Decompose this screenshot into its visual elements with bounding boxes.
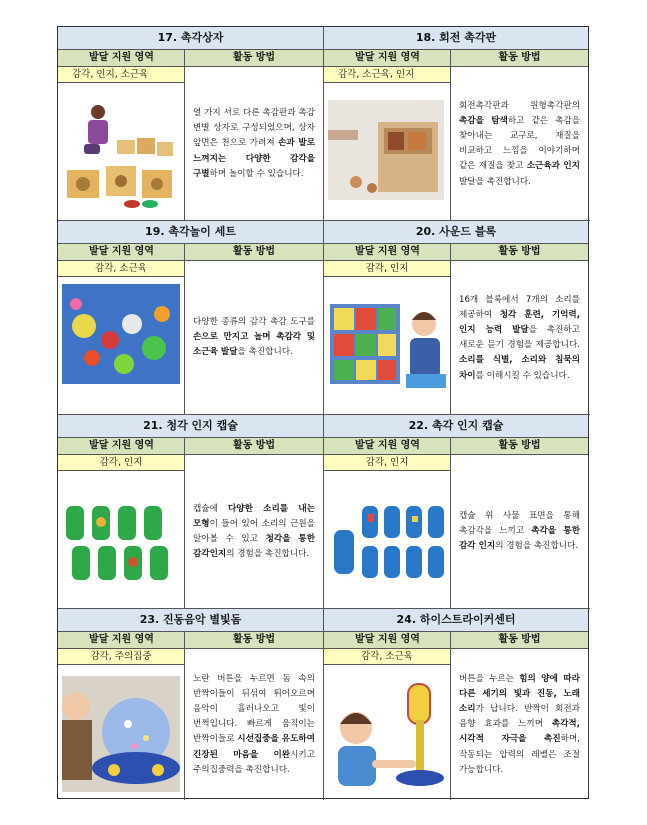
item-title: 17. 촉각상자: [58, 27, 323, 50]
header-method: 활동 방법: [185, 438, 323, 455]
description-segment: 하고 같은 촉감을 찾아내는 교구로, 재질을 비교하고 느낌을 이야기하며 같은 재질을 찾고: [459, 115, 581, 172]
inner-divider: [184, 50, 185, 221]
description-segment: 힘의 양에 따라 다른 세기의 빛과 진동, 노래 소리: [459, 673, 580, 714]
starlight-dome-illustration: [62, 676, 180, 792]
item24-photo: [328, 680, 446, 792]
description-segment: 다양한 종류의 감각 촉감 도구를: [193, 317, 315, 327]
item-description: [193, 106, 315, 182]
item-title: 20. 사운드 블록: [324, 221, 588, 244]
tactile-play-set-illustration: [62, 284, 180, 384]
item-area: 감각, 소근육: [324, 649, 450, 665]
description-segment: 손으로 만지고 놀며 촉감각 및 소근육 발달: [193, 332, 315, 358]
description-segment: 열 가지 서로 다른 촉감판과 촉감 변별 상자로 구성되었으며, 상자 앞면은 천으로 가려져: [193, 108, 315, 149]
item-area: 감각, 소근육: [58, 261, 184, 277]
item-title: 22. 촉각 인지 캡슐: [324, 415, 588, 438]
description-segment: 다양한 소리를 내는 모형: [193, 503, 316, 529]
description-segment: 시키고 주의집중력을 촉진합니다.: [193, 749, 315, 775]
description-segment: 청각을 통한 감각인지: [193, 533, 315, 560]
description-segment: 회전촉각판과 원형촉각판의: [459, 100, 580, 111]
description-segment: 소리를 식별, 소리와 침묵의 차이: [459, 355, 580, 381]
description-segment: 를 이해시킬 수 있습니다.: [475, 370, 570, 381]
header-method: 활동 방법: [451, 244, 588, 261]
header-area: 발달 지원 영역: [58, 438, 185, 455]
header-method: 활동 방법: [185, 244, 323, 261]
item-area: 감각, 인지: [324, 261, 450, 277]
description-segment: 촉각적, 시각적 자극을 촉진: [459, 719, 580, 745]
header-area: 발달 지원 영역: [324, 50, 451, 67]
item23-photo: [62, 676, 180, 792]
description-segment: 손과 발로 느껴지는 다양한 감각을 구별: [193, 138, 315, 179]
description-segment: 캡슐 위 사물 표면을 통해 촉감각을 느끼고: [459, 511, 580, 537]
header-method: 활동 방법: [185, 50, 323, 67]
header-area: 발달 지원 영역: [58, 244, 185, 261]
description-segment: 16개 블록에서 7개의 소리를 제공하여: [459, 294, 580, 320]
header-area: 발달 지원 영역: [324, 632, 451, 649]
header-area: 발달 지원 영역: [58, 50, 185, 67]
header-area: 발달 지원 영역: [324, 438, 451, 455]
item17-photo: [62, 100, 182, 210]
inner-divider: [450, 438, 451, 609]
item22-photo: [328, 500, 446, 584]
inner-divider: [450, 50, 451, 221]
item21-photo: [62, 500, 174, 584]
tactile-capsule-illustration: [328, 500, 446, 584]
item-title: 19. 촉각놀이 세트: [58, 221, 323, 244]
description-segment: 시선집중을 유도하여 긴장된 마음을 이완: [193, 734, 315, 760]
item-area: 감각, 인지, 소근육: [58, 67, 184, 83]
item-description: [193, 502, 315, 563]
item-area: 감각, 주의집중: [58, 649, 184, 665]
description-segment: 하며, 작동되는 압력의 레벨은 조절 가능합니다.: [459, 734, 580, 775]
item19-photo: [62, 284, 180, 384]
item-area: 감각, 인지: [324, 455, 450, 471]
header-method: 활동 방법: [451, 50, 588, 67]
inner-divider: [184, 632, 185, 800]
header-method: 활동 방법: [451, 438, 588, 455]
item-description: [459, 293, 580, 384]
description-segment: 을 촉진합니다.: [237, 347, 293, 358]
auditory-capsule-illustration: [62, 500, 174, 584]
item-title: 21. 청각 인지 캡슐: [58, 415, 323, 438]
description-segment: 이 들어 있어 소리의 근원을 알아볼 수 있고: [193, 518, 315, 544]
tactile-box-illustration: [62, 100, 182, 210]
item-area: 감각, 인지: [58, 455, 184, 471]
header-method: 활동 방법: [451, 632, 588, 649]
description-segment: 가 납니다. 반짝이 회전과 음향 효과를 느끼며: [459, 703, 580, 730]
item-description: [193, 672, 315, 778]
description-segment: 의 경험을 촉진합니다.: [495, 541, 579, 552]
inner-divider: [450, 244, 451, 415]
inner-divider: [184, 244, 185, 415]
inner-divider: [450, 632, 451, 800]
high-striker-illustration: [328, 680, 446, 792]
description-segment: 촉감을 탐색: [459, 115, 508, 126]
inner-divider: [184, 438, 185, 609]
header-area: 발달 지원 영역: [58, 632, 185, 649]
item-area: 감각, 소근육, 인지: [324, 67, 450, 83]
header-area: 발달 지원 영역: [324, 244, 451, 261]
rotating-tactile-board-illustration: [328, 100, 444, 200]
item20-photo: [328, 296, 448, 396]
item-description: [193, 315, 315, 361]
item-title: 23. 진동음악 별빛돔: [58, 609, 323, 632]
sound-block-illustration: [328, 296, 448, 396]
item-description: [459, 99, 580, 190]
description-segment: 하며 놀이할 수 있습니다.: [209, 168, 304, 179]
item-description: [459, 509, 580, 555]
description-segment: 촉각을 통한 감각 인지: [459, 526, 581, 552]
description-segment: 의 경험을 촉진합니다.: [226, 549, 310, 560]
item-title: 24. 하이스트라이커센터: [324, 609, 588, 632]
description-segment: 노란 버튼을 누르면 돔 속의 반짝이들이 뒤섞여 튀어오르며 음악이 흘러나오고 빛이 번쩍입니다. 빠르게 움직이는 반짝이들로: [193, 673, 315, 745]
description-segment: 소근육과 인지: [526, 161, 580, 172]
description-segment: 캡슐에: [193, 503, 228, 514]
description-segment: 청각 훈련, 기억력, 인지 능력 발달: [459, 309, 580, 335]
header-method: 활동 방법: [185, 632, 323, 649]
description-segment: 발달을 촉진합니다.: [459, 176, 531, 187]
item18-photo: [328, 100, 444, 200]
description-segment: 버튼을 누르는: [459, 673, 520, 684]
description-segment: 을 촉진하고 새로운 듣기 경험을 제공합니다.: [459, 324, 580, 351]
item-description: [459, 672, 580, 778]
item-title: 18. 회전 촉각판: [324, 27, 588, 50]
